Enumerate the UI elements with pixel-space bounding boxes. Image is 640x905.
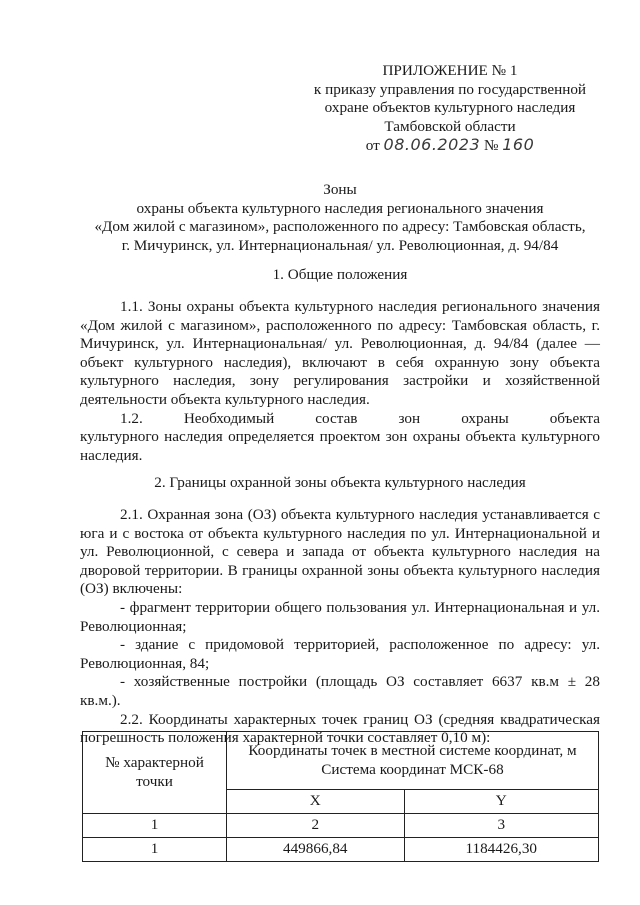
table-row <box>83 814 599 838</box>
table-cell: 449866,84 <box>227 838 405 862</box>
table-cell: 1 <box>83 838 227 862</box>
table-cell: 1184426,30 <box>404 838 599 862</box>
table-cell: 1 <box>83 814 227 838</box>
number-prefix: № <box>483 137 499 155</box>
title-line2: охраны объекта культурного наследия регионального значения <box>136 199 544 217</box>
list-item: - хозяйственные постройки (площадь ОЗ составляет 6637 кв.м ± 28 кв.м.). <box>80 673 600 709</box>
point-number-header: № характерной точки <box>83 732 227 814</box>
table-cell: 2 <box>227 814 405 838</box>
appendix-line3: Тамбовской области <box>384 117 516 135</box>
handwritten-date: 08.06.2023 <box>383 135 481 155</box>
appendix-title: ПРИЛОЖЕНИЕ № 1 <box>382 62 518 79</box>
coords-header <box>227 732 599 790</box>
paragraph-2-2: 2.2. Координаты характерных точек границ ОЗ (средняя квадратическая погрешность положения характерной точки составляет 0,10 м): <box>80 710 600 747</box>
paragraph-1-2-first-line: 1.2. Необходимый состав зон охраны объекта <box>120 409 600 427</box>
title-line1: Зоны <box>323 181 357 198</box>
coords-header-line1: Координаты точек в местной системе координат, м <box>248 741 577 759</box>
x-header: X <box>227 790 405 814</box>
paragraph-1-2-rest: культурного наследия определяется проектом зон охраны объекта культурного наследия. <box>80 428 600 464</box>
appendix-line1: к приказу управления по государственной <box>313 80 587 98</box>
appendix-line2: охране объектов культурного наследия <box>324 99 576 117</box>
date-prefix: от <box>365 137 380 155</box>
list-item: - здание с придомовой территорией, расположенное по адресу: ул. Революционная, 84; <box>80 636 600 672</box>
section2-body <box>80 506 600 748</box>
coordinates-table <box>82 731 599 862</box>
paragraph-1-1: 1.1. Зоны охраны объекта культурного наследия регионального значения «Дом жилой с магазином», расположенного по адресу: Тамбовская область, г. Мичуринск, ул. Интернациональная/ ул. Революционная, д. 94/84 (далее — объект культурного наследия), включают в себя охранную зону объекта культурного наследия, зону регулирования застройки и хозяйственной деятельности объекта культурного наследия. <box>80 298 600 408</box>
document-title <box>80 181 600 255</box>
appendix-date-line <box>300 136 600 156</box>
list-item: - фрагмент территории общего пользования ул. Интернациональная и ул. Революционная; <box>80 598 600 635</box>
title-line3: «Дом жилой с магазином», расположенного по адресу: Тамбовская область, <box>94 218 586 236</box>
y-header: Y <box>404 790 599 814</box>
section1-body <box>80 298 600 465</box>
section2-heading: 2. Границы охранной зоны объекта культурного наследия <box>154 474 526 491</box>
appendix-header <box>300 62 600 156</box>
section1-heading: 1. Общие положения <box>272 266 408 283</box>
paragraph-2-1: 2.1. Охранная зона (ОЗ) объекта культурного наследия устанавливается с юга и с востока от объекта культурного наследия по ул. Интернациональной и ул. Революционной, с севера и запада от объекта культурного наследия на дворовой территории. В границы охранной зоны объекта культурного наследия (ОЗ) включены: <box>80 506 600 598</box>
title-line4: г. Мичуринск, ул. Интернациональная/ ул. Революционная, д. 94/84 <box>121 236 559 254</box>
table-row <box>83 838 599 862</box>
handwritten-number: 160 <box>502 135 535 155</box>
coords-header-line2: Система координат МСК-68 <box>321 760 504 778</box>
table-cell: 3 <box>404 814 599 838</box>
